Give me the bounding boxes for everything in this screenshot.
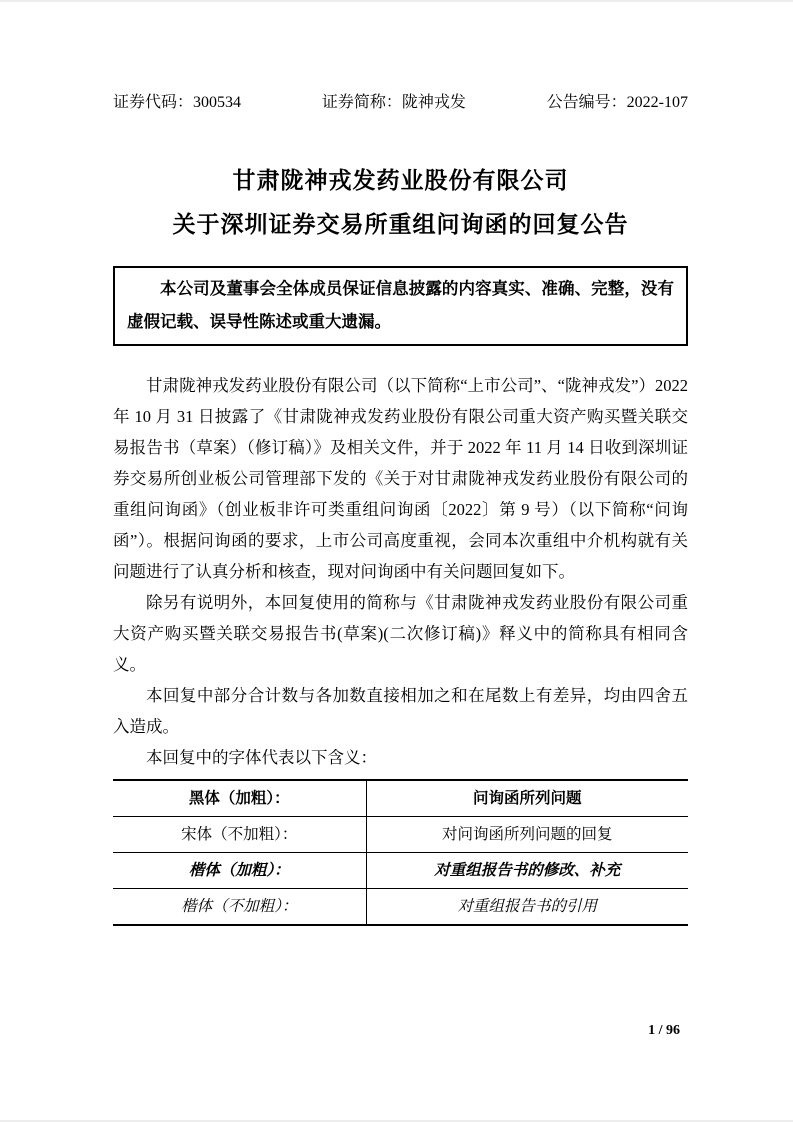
announcement-number: 公告编号：2022-107 bbox=[546, 94, 688, 111]
title-line-2: 关于深圳证券交易所重组问询函的回复公告 bbox=[172, 212, 629, 237]
meaning-cell: 问询函所列问题 bbox=[472, 790, 582, 807]
table-row-heiti-bold bbox=[113, 780, 688, 817]
declaration-text: 本公司及董事会全体成员保证信息披露的内容真实、准确、完整，没有虚假记载、误导性陈述或重大遗漏。 bbox=[127, 279, 674, 331]
font-cell: 楷体（不加粗）： bbox=[113, 889, 366, 926]
font-cell: 楷体（加粗）： bbox=[113, 853, 366, 889]
document-header bbox=[113, 93, 688, 113]
meaning-cell: 对重组报告书的修改、补充 bbox=[366, 853, 688, 889]
font-cell: 黑体（加粗）： bbox=[113, 780, 366, 817]
table-row-song-regular bbox=[113, 817, 688, 853]
meaning-cell: 对重组报告书的引用 bbox=[366, 889, 688, 926]
stock-code: 证券代码：300534 bbox=[113, 94, 242, 111]
paragraph-abbreviations: 除另有说明外，本回复使用的简称与《甘肃陇神戎发药业股份有限公司重大资产购买暨关联交易报告书(草案)(二次修订稿)》释义中的简称具有相同含义。 bbox=[113, 593, 688, 674]
title-line-1: 甘肃陇神戎发药业股份有限公司 bbox=[232, 168, 569, 193]
paragraph-intro: 甘肃陇神戎发药业股份有限公司（以下简称“上市公司”、“陇神戎发”）2022 年 10 月 31 日披露了《甘肃陇神戎发药业股份有限公司重大资产购买暨关联交易报告书（草案）（修订稿）》及相关文件，并于 2022 年 11 月 14 日收到深圳证券交易所创业板公司管理部下发的《关于对甘肃陇神戎发药业股份有限公司的重组问询函》（创业板非许可类重组问询函〔2022〕第 9 号）（以下简称“问询函”）。根据问询函的要求，上市公司高度重视，会同本次重组中介机构就有关问题进行了认真分析和核查，现对问询函中有关问题回复如下。 bbox=[113, 376, 688, 581]
stock-name: 证券简称：陇神戎发 bbox=[321, 94, 466, 111]
document-body bbox=[113, 370, 688, 926]
meaning-cell: 对问询函所列问题的回复 bbox=[366, 817, 688, 853]
board-declaration-box bbox=[113, 266, 688, 346]
font-legend-table bbox=[113, 779, 688, 926]
page-number: 1 / 96 bbox=[648, 1023, 680, 1038]
table-row-kaiti-regular bbox=[113, 889, 688, 926]
document-title bbox=[113, 159, 688, 247]
paragraph-font-legend-lead: 本回复中的字体代表以下含义： bbox=[146, 748, 377, 767]
font-cell: 宋体（不加粗）： bbox=[113, 817, 366, 853]
paragraph-rounding: 本回复中部分合计数与各加数直接相加之和在尾数上有差异，均由四舍五入造成。 bbox=[113, 686, 688, 736]
table-row-kaiti-bold bbox=[113, 853, 688, 889]
